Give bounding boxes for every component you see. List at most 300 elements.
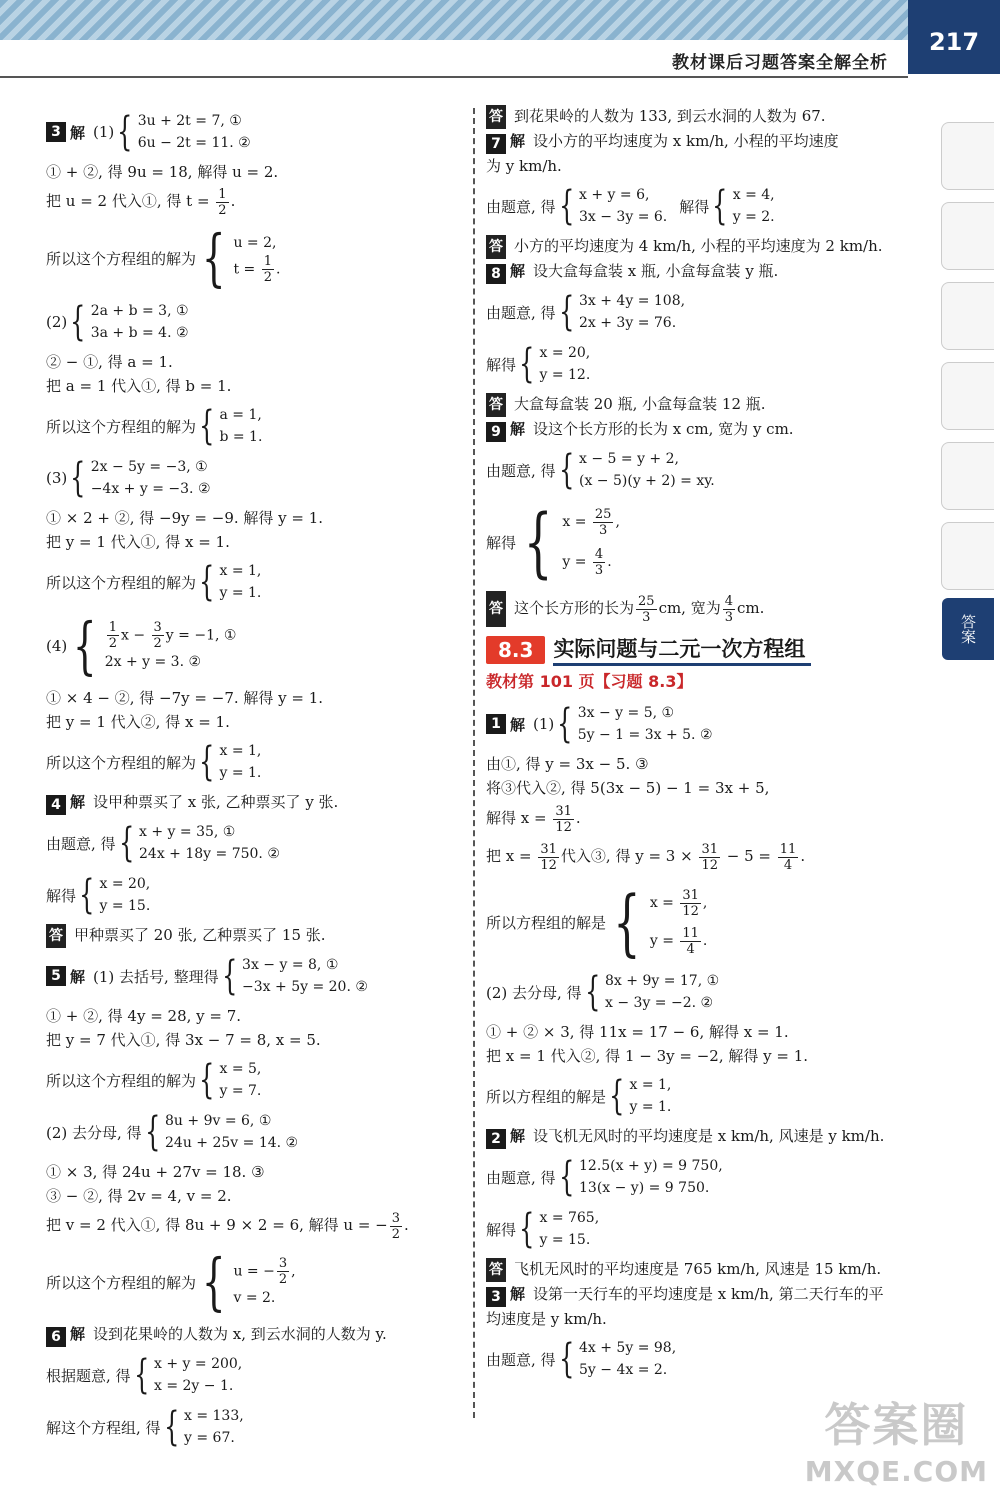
text-span: . <box>404 1216 409 1234</box>
solution-line <box>233 1256 295 1287</box>
q4-equations <box>46 819 458 867</box>
text-line: ① + ②, 得 4y = 28, y = 7. <box>46 1007 242 1025</box>
question-number-badge: 8 <box>486 264 506 284</box>
question-number-badge: 6 <box>46 1327 66 1347</box>
question-number-badge: 7 <box>486 134 506 154</box>
fraction <box>636 594 657 625</box>
solution-label: 所以方程组的解是 <box>486 1087 607 1106</box>
text-line: 将③代入②, 得 5(3x − 5) − 1 = 3x + 5, <box>486 779 770 797</box>
numerator: 3 <box>391 1210 401 1226</box>
equation-system: { 3x + 4y = 108, 2x + 3y = 76. <box>558 289 686 335</box>
exercise-subhead: 教材第 101 页【习题 8.3】 <box>486 672 693 691</box>
equation-system: { x + y = 6, 3x − 3y = 6. <box>558 183 668 229</box>
q3-part1-system <box>46 108 458 156</box>
fraction <box>680 888 701 919</box>
equation-label: 根据题意, 得 <box>46 1366 131 1385</box>
q4-solution <box>46 871 458 919</box>
text-span: y = <box>562 554 587 570</box>
solution-line: y = 15. <box>539 1232 591 1248</box>
solution-system: { x = 20, y = 15. <box>79 872 151 918</box>
numerator: 1 <box>263 253 273 269</box>
solution-line: u = 2, <box>233 234 277 251</box>
text-span: . <box>702 933 708 949</box>
text-line: 把 x = 1 代入②, 得 1 − 3y = −2, 解得 y = 1. <box>486 1047 809 1065</box>
q7-intro <box>486 129 916 154</box>
question-number-badge: 3 <box>486 1287 506 1307</box>
q3-part1-solution <box>46 222 458 294</box>
text-line: ① + ② × 3, 得 11x = 17 − 6, 解得 x = 1. <box>486 1023 789 1041</box>
denominator: 3 <box>599 522 608 538</box>
text-span: . <box>276 261 281 277</box>
solution-label: 解得 <box>46 886 77 905</box>
q5-part2 <box>46 1108 458 1156</box>
fraction <box>538 842 559 873</box>
solution-system: { x = 20, y = 12. <box>519 341 591 387</box>
fraction <box>262 254 274 285</box>
q4-answer <box>46 923 458 948</box>
q3-part4-solution <box>46 738 458 786</box>
q3-part3-solution <box>46 558 458 606</box>
solution-keyword: 解 <box>510 262 526 280</box>
denominator: 12 <box>682 903 699 919</box>
text-span: x − <box>120 627 146 643</box>
side-tab-answers[interactable]: 答案 <box>942 598 994 660</box>
solution-label: 所以这个方程组的解为 <box>46 1071 197 1090</box>
numerator: 4 <box>594 546 604 562</box>
equation-label: 由题意, 得 <box>486 1168 556 1187</box>
numerator: 3 <box>278 1255 288 1271</box>
equation-line: 24x + 18y = 750. ② <box>139 846 280 862</box>
side-tab-5[interactable] <box>941 442 994 510</box>
text-line <box>486 836 916 876</box>
numerator: 25 <box>638 593 655 609</box>
equation-line: x − 5 = y + 2, <box>579 451 679 467</box>
q8-solution <box>486 340 916 388</box>
equation-line: 2a + b = 3, ① <box>90 303 189 319</box>
solution-line: a = 1, <box>219 407 262 423</box>
solution-line: x = 765, <box>539 1210 600 1226</box>
equation-line: 3x + 4y = 108, <box>579 293 686 309</box>
denominator: 12 <box>555 819 572 835</box>
equation-system: { 2x − 5y = −3, ① −4x + y = −3. ② <box>70 455 211 501</box>
e2-answer <box>486 1257 916 1282</box>
solution-line <box>562 502 620 542</box>
equation-system: { 3x − y = 5, ① 5y − 1 = 3x + 5. ② <box>557 701 713 747</box>
text-line: ① × 4 − ②, 得 −7y = −7. 解得 y = 1. <box>46 689 324 707</box>
equation-line: x = 2y − 1. <box>154 1378 234 1394</box>
numerator: 25 <box>594 506 612 522</box>
part-tag: (1) <box>533 715 555 733</box>
text-span: y = −1, ① <box>165 627 237 643</box>
numerator: 31 <box>701 841 718 857</box>
solution-keyword: 解 <box>510 1285 526 1303</box>
text-line: 把 y = 1 代入①, 得 x = 1. <box>46 533 230 551</box>
denominator: 2 <box>391 1226 401 1242</box>
fraction <box>152 620 164 651</box>
solution-keyword: 解 <box>510 420 526 438</box>
solution-label: 所以这个方程组的解为 <box>46 753 197 772</box>
text-span: . <box>800 847 806 865</box>
text-span: 设第一天行车的平均速度是 x km/h, 第二天行车的平 <box>533 1285 884 1303</box>
text-span: , <box>702 895 708 911</box>
solution-system: { x = 5, y = 7. <box>199 1057 262 1103</box>
q3-part2-system <box>46 298 458 346</box>
solution-system: { x = 4, y = 2. <box>712 183 775 229</box>
answer-keyword: 答 <box>486 591 506 627</box>
q9-answer <box>486 590 916 627</box>
solution-keyword: 解 <box>510 715 526 734</box>
question-number-badge: 2 <box>486 1129 506 1149</box>
q8-answer <box>486 392 916 417</box>
equation-line: 8u + 9v = 6, ① <box>165 1113 272 1129</box>
fraction <box>216 187 228 218</box>
side-tab-1[interactable] <box>941 122 994 190</box>
equation-line: 3a + b = 4. ② <box>90 325 189 341</box>
text-span: u = − <box>233 1263 275 1279</box>
solution-system: { x = $\frac{25}{3}$ , y = $\frac{4}{3}$ . <box>523 497 620 586</box>
text-span: 设到花果岭的人数为 x, 到云水洞的人数为 y. <box>93 1325 387 1343</box>
equation-label: 由题意, 得 <box>486 1350 556 1369</box>
fraction <box>593 507 614 538</box>
denominator: 3 <box>642 609 651 625</box>
text-line: 由①, 得 y = 3x − 5. ③ <box>486 755 649 773</box>
denominator: 3 <box>724 609 734 625</box>
equation-system: { 3u + 2t = 7, ① 6u − 2t = 11. ② <box>117 109 251 155</box>
text-span: . <box>575 809 581 827</box>
text-span: , <box>615 514 620 530</box>
watermark-logo <box>805 1389 988 1488</box>
fraction <box>277 1256 289 1287</box>
solution-line: b = 1. <box>219 429 263 445</box>
header-pattern-band <box>0 0 1000 40</box>
q9-equations <box>486 446 916 494</box>
text-span: 设甲种票买了 x 张, 乙种票买了 y 张. <box>93 793 339 811</box>
text-span: 代入③, 得 y = 3 × <box>560 847 693 865</box>
denominator: 12 <box>701 857 718 873</box>
text-span: 把 x = <box>486 847 532 865</box>
question-number-badge: 3 <box>46 122 66 142</box>
q6-intro <box>46 1322 458 1347</box>
fraction <box>593 547 605 578</box>
answer-keyword: 答 <box>486 393 506 417</box>
q7-answer <box>486 234 916 259</box>
e2-intro <box>486 1124 916 1149</box>
answer-text: 到花果岭的人数为 133, 到云水洞的人数为 67. <box>514 107 826 125</box>
solution-label: 所以这个方程组的解为 <box>46 1273 197 1292</box>
equation-label: 由题意, 得 <box>486 461 556 480</box>
question-number-badge: 4 <box>46 795 66 815</box>
solution-line <box>650 884 708 922</box>
q3-part4-system <box>46 610 458 682</box>
solution-keyword: 解 <box>70 123 86 142</box>
text-span: , <box>291 1263 296 1279</box>
equation-line: (x − 5)(y + 2) = xy. <box>579 473 715 489</box>
q6-answer <box>486 104 916 129</box>
solution-line: x = 20, <box>99 876 151 892</box>
solution-keyword: 解 <box>70 967 86 986</box>
text-line: ① × 3, 得 24u + 27v = 18. ③ <box>46 1163 265 1181</box>
solution-line: x = 133, <box>184 1408 244 1424</box>
equation-line: x + y = 35, ① <box>139 824 236 840</box>
q3-part3-system <box>46 454 458 502</box>
text-span: (2) 去分母, 得 <box>46 1123 142 1142</box>
text-line: 把 y = 7 代入①, 得 3x − 7 = 8, x = 5. <box>46 1031 321 1049</box>
text-line: ③ − ②, 得 2v = 4, v = 2. <box>46 1187 232 1205</box>
fraction <box>390 1211 402 1242</box>
solution-label: 所以这个方程组的解为 <box>46 417 197 436</box>
solution-keyword: 解 <box>70 1325 86 1343</box>
solution-line: x = 5, <box>219 1061 262 1077</box>
q7-equations <box>486 182 916 230</box>
e1-part1 <box>486 700 916 748</box>
denominator: 2 <box>278 1271 288 1287</box>
solution-keyword: 解 <box>510 1127 526 1145</box>
solution-line: y = 1. <box>219 585 262 601</box>
equation-line: x − 3y = −2. ② <box>605 995 714 1011</box>
part-tag: (3) <box>46 469 68 487</box>
text-line: ① × 2 + ②, 得 −9y = −9. 解得 y = 1. <box>46 509 324 527</box>
fraction <box>699 842 720 873</box>
numerator: 11 <box>682 925 699 941</box>
q9-intro <box>486 417 916 442</box>
solution-label: 所以这个方程组的解为 <box>46 573 197 592</box>
e1-part2-solution <box>486 1072 916 1120</box>
solution-system: { x = $\frac{31}{12}$ , y = $\frac{11}{4}$ . <box>613 880 708 964</box>
solution-line <box>650 922 708 960</box>
numerator: 4 <box>724 593 734 609</box>
header-rule <box>0 76 908 78</box>
solution-label: 所以这个方程组的解为 <box>46 249 197 268</box>
e1-part1-solution <box>486 880 916 964</box>
text-line <box>46 184 458 218</box>
equation-system: { x + y = 200, x = 2y − 1. <box>133 1352 243 1398</box>
text-span: 设小方的平均速度为 x km/h, 小程的平均速度 <box>533 132 839 150</box>
e1-part2 <box>486 968 916 1016</box>
text-line: 为 y km/h. <box>486 157 562 175</box>
text-span: (1) 去括号, 整理得 <box>93 967 219 986</box>
answer-keyword: 答 <box>46 924 66 948</box>
fraction <box>723 594 735 625</box>
denominator: 2 <box>153 635 162 651</box>
solution-line: x = 20, <box>539 345 591 361</box>
question-number-badge: 1 <box>486 714 506 734</box>
question-number-badge: 9 <box>486 422 506 442</box>
solution-line <box>233 254 280 285</box>
solution-system: { u = − $\frac{3}{2}$ , v = 2. <box>201 1245 296 1318</box>
text-span: y = <box>649 933 674 949</box>
text-span: . <box>607 554 612 570</box>
solution-label: 解得 <box>486 533 517 552</box>
equation-system: { 8x + 9y = 17, ① x − 3y = −2. ② <box>584 969 720 1015</box>
equation-line <box>105 620 237 651</box>
equation-system: { 12.5(x + y) = 9 750, 13(x − y) = 9 750. <box>558 1154 723 1200</box>
equation-system: { 8u + 9v = 6, ① 24u + 25v = 14. ② <box>144 1109 299 1155</box>
equation-line: 2x + y = 3. ② <box>104 653 202 670</box>
solution-line: x = 4, <box>732 187 775 203</box>
solution-line: x = 1, <box>629 1077 672 1093</box>
text-line: 把 y = 1 代入②, 得 x = 1. <box>46 713 230 731</box>
fraction <box>553 804 574 835</box>
equation-line: 6u − 2t = 11. ② <box>137 135 251 151</box>
text-line <box>46 1208 458 1242</box>
solution-line: y = 1. <box>629 1099 672 1115</box>
denominator: 3 <box>594 562 604 578</box>
solution-system: { u = 2, t = $\frac{1}{2}$ . <box>201 221 281 294</box>
section-title: 实际问题与二元一次方程组 <box>553 633 811 666</box>
equation-line: 13(x − y) = 9 750. <box>579 1180 710 1196</box>
answer-text: 小方的平均速度为 4 km/h, 小程的平均速度为 2 km/h. <box>514 237 883 255</box>
equation-system: { 2a + b = 3, ① 3a + b = 4. ② <box>70 299 189 345</box>
fraction <box>680 926 701 957</box>
denominator: 4 <box>686 941 695 957</box>
e2-solution <box>486 1205 916 1253</box>
section-number: 8.3 <box>486 636 545 664</box>
denominator: 4 <box>783 857 793 873</box>
equation-line: 3x − y = 8, ① <box>242 957 339 973</box>
text-line: 均速度是 y km/h. <box>486 1310 607 1328</box>
q3-part2-solution <box>46 402 458 450</box>
e2-equations <box>486 1153 916 1201</box>
numerator: 11 <box>779 841 797 857</box>
equation-line: 5y − 1 = 3x + 5. ② <box>577 727 713 743</box>
numerator: 1 <box>218 186 227 202</box>
text-line: 把 a = 1 代入①, 得 b = 1. <box>46 377 232 395</box>
numerator: 3 <box>153 619 162 635</box>
section-header <box>486 633 916 666</box>
solution-line: y = 67. <box>184 1430 235 1446</box>
equation-label: 由题意, 得 <box>486 197 556 216</box>
solution-system: { x = 133, y = 67. <box>163 1404 244 1450</box>
solution-system: { x = 1, y = 1. <box>199 559 262 605</box>
equation-line: 8x + 9y = 17, ① <box>605 973 720 989</box>
numerator: 31 <box>555 803 572 819</box>
answer-text: cm. <box>737 599 765 617</box>
question-number-badge: 5 <box>46 966 66 986</box>
equation-line: −3x + 5y = 20. ② <box>242 979 368 995</box>
solution-line: y = 12. <box>539 367 591 383</box>
solution-line <box>562 542 620 582</box>
q4-intro <box>46 790 458 815</box>
answer-text: 大盒每盒装 20 瓶, 小盒每盒装 12 瓶. <box>514 395 766 413</box>
equation-system: { 4x + 5y = 98, 5y − 4x = 2. <box>558 1336 677 1382</box>
text-line <box>486 800 916 836</box>
answer-keyword: 答 <box>486 1258 506 1282</box>
equation-line: x + y = 6, <box>579 187 650 203</box>
equation-line: 24u + 25v = 14. ② <box>165 1135 299 1151</box>
solution-system: { x = 1, y = 1. <box>609 1073 672 1119</box>
denominator: 2 <box>218 202 227 218</box>
q5-part1 <box>46 952 458 1000</box>
q5-part1-solution <box>46 1056 458 1104</box>
answer-text: cm, 宽为 <box>658 599 721 617</box>
equation-line: x + y = 200, <box>154 1356 243 1372</box>
equation-line: 12.5(x + y) = 9 750, <box>579 1158 723 1174</box>
denominator: 12 <box>540 857 557 873</box>
part-tag: (2) <box>46 313 68 331</box>
solution-system: { x = 765, y = 15. <box>519 1206 600 1252</box>
denominator: 2 <box>108 635 117 651</box>
answer-text: 这个长方形的长为 <box>514 599 635 617</box>
numerator: 1 <box>108 619 117 635</box>
side-tab-6[interactable] <box>941 522 994 590</box>
text-span: 把 u = 2 代入①, 得 t = <box>46 192 210 210</box>
q6-equations <box>46 1351 458 1399</box>
q9-solution <box>486 498 916 586</box>
text-span: 设大盒每盒装 x 瓶, 小盒每盒装 y 瓶. <box>533 262 779 280</box>
text-span: 设飞机无风时的平均速度是 x km/h, 风速是 y km/h. <box>533 1127 885 1145</box>
watermark-url: MXQE.COM <box>804 1455 988 1488</box>
equation-label: 由题意, 得 <box>486 303 556 322</box>
answer-keyword: 答 <box>486 105 506 129</box>
equation-system: { x − 5 = y + 2, (x − 5)(y + 2) = xy. <box>558 447 715 493</box>
q8-intro <box>486 259 916 284</box>
e3-intro <box>486 1282 916 1307</box>
equation-line: 3x − 3y = 6. <box>579 209 668 225</box>
solution-line: y = 7. <box>219 1083 262 1099</box>
equation-line: 5y − 4x = 2. <box>579 1362 668 1378</box>
text-span: x = <box>562 514 587 530</box>
text-line: ① + ②, 得 9u = 18, 解得 u = 2. <box>46 163 279 181</box>
solution-label: 所以方程组的解是 <box>486 913 607 932</box>
solution-line: x = 1, <box>219 743 262 759</box>
text-span: 设这个长方形的长为 x cm, 宽为 y cm. <box>533 420 794 438</box>
solution-label: 解这个方程组, 得 <box>46 1418 161 1437</box>
side-tab-3[interactable] <box>941 282 994 350</box>
side-tab-4[interactable] <box>941 362 994 430</box>
numerator: 31 <box>682 887 699 903</box>
equation-line: 3u + 2t = 7, ① <box>137 113 242 129</box>
right-column <box>486 104 916 1387</box>
solution-label: 解得 <box>679 197 710 216</box>
left-column <box>46 104 458 1455</box>
answer-text: 飞机无风时的平均速度是 765 km/h, 风速是 15 km/h. <box>514 1260 882 1278</box>
fraction <box>778 842 799 873</box>
solution-line: x = 1, <box>219 563 262 579</box>
fraction <box>107 620 119 651</box>
q8-equations <box>486 288 916 336</box>
page-number: 217 <box>908 0 1000 74</box>
equation-line: 3x − y = 5, ① <box>577 705 675 721</box>
solution-line: v = 2. <box>233 1289 276 1306</box>
text-span: 解得 x = <box>486 809 547 827</box>
text-span: 把 v = 2 代入①, 得 8u + 9 × 2 = 6, 解得 u = − <box>46 1216 388 1234</box>
solution-keyword: 解 <box>70 793 86 811</box>
equation-line: 2x − 5y = −3, ① <box>90 459 208 475</box>
equation-system: { 3x − y = 8, ① −3x + 5y = 20. ② <box>221 953 368 999</box>
e3-equations <box>486 1335 916 1383</box>
solution-line: y = 2. <box>732 209 775 225</box>
solution-label: 解得 <box>486 1220 517 1239</box>
text-span: t = <box>233 261 256 277</box>
part-tag: (4) <box>46 637 68 655</box>
solution-keyword: 解 <box>510 132 526 150</box>
side-tab-2[interactable] <box>941 202 994 270</box>
text-span: . <box>230 192 236 210</box>
text-span: − 5 = <box>726 847 771 865</box>
equation-system: { $\frac{1}{2}$ x − $\frac{3}{2}$ y = −1, ① 2x + y = 3. ② <box>73 609 237 682</box>
solution-line: y = 15. <box>99 898 151 914</box>
text-line: ② − ①, 得 a = 1. <box>46 353 173 371</box>
text-span: x = <box>649 895 674 911</box>
text-span: (2) 去分母, 得 <box>486 983 582 1002</box>
answer-text: 甲种票买了 20 张, 乙种票买了 15 张. <box>74 926 326 944</box>
book-title: 教材课后习题答案全解全析 <box>672 53 888 73</box>
equation-line: −4x + y = −3. ② <box>90 481 211 497</box>
solution-system: { x = 1, y = 1. <box>199 739 262 785</box>
part-tag: (1) <box>93 123 115 141</box>
equation-line: 4x + 5y = 98, <box>579 1340 677 1356</box>
answer-keyword: 答 <box>486 235 506 259</box>
